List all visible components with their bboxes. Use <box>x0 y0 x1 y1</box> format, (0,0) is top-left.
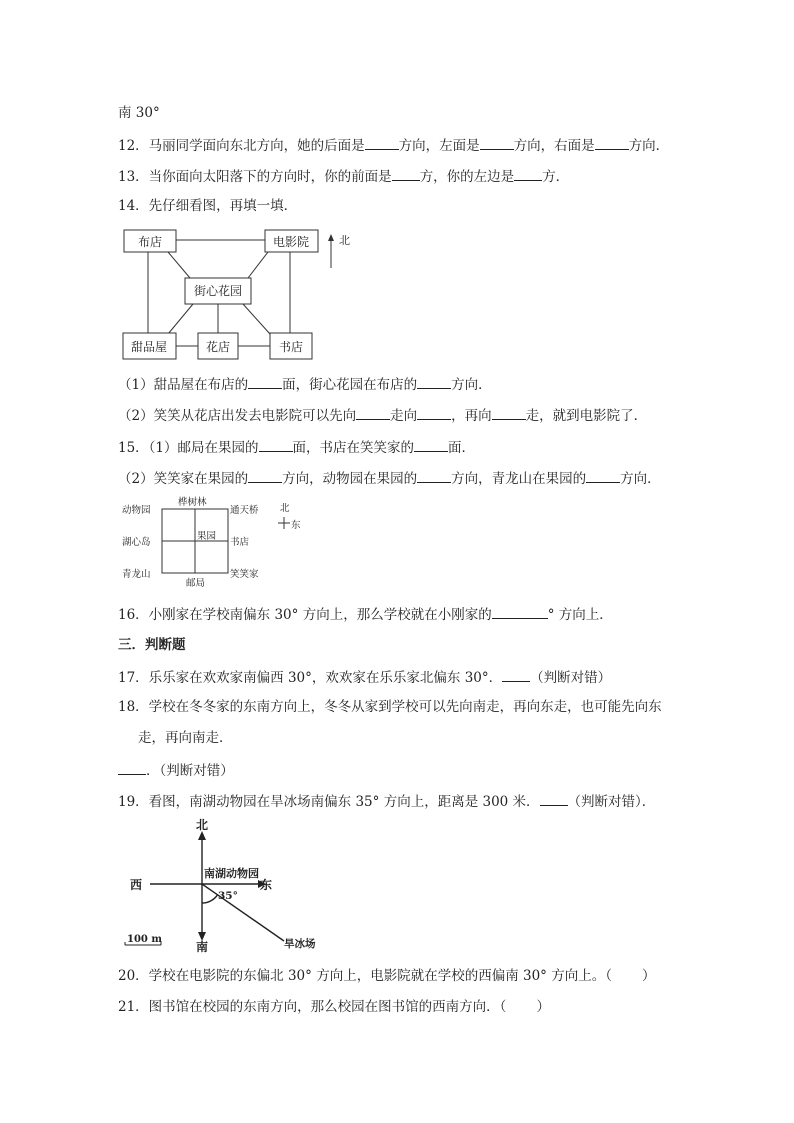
label-zoo: 南湖动物园 <box>204 867 259 880</box>
answer-blank[interactable] <box>356 405 390 420</box>
direction-figure-q19 <box>118 815 348 955</box>
svg-text:100 m: 100 m <box>127 934 162 945</box>
answer-blank[interactable] <box>502 667 530 682</box>
answer-blank[interactable] <box>595 135 629 150</box>
label-garden: 街心花园 <box>193 284 243 298</box>
question-21: 21．图书馆在校园的东南方向，那么校园在图书馆的西南方向．（ ） <box>118 999 550 1015</box>
line-continuation: 南 30° <box>118 105 160 121</box>
question-14: 14．先仔细看图，再填一填． <box>118 198 298 214</box>
section-heading-judgment: 三．判断题 <box>118 637 186 653</box>
answer-blank[interactable] <box>248 468 282 483</box>
label-buzhan: 布店 <box>137 235 163 249</box>
svg-text:北: 北 <box>280 503 290 514</box>
question-14-2: （2）笑笑从花店出发去电影院可以先向 走向 ，再向 走，就到电影院了． <box>118 405 647 425</box>
label-cinema: 电影院 <box>272 235 310 249</box>
question-18: 18．学校在冬冬家的东南方向上，冬冬从家到学校可以先向南走，再向东走，也可能先向东 <box>118 699 662 715</box>
label-qinglong-mountain: 青龙山 <box>122 569 151 580</box>
answer-blank[interactable] <box>492 405 526 420</box>
answer-blank[interactable] <box>259 437 293 452</box>
scale-bar <box>125 934 162 945</box>
map-figure-q14 <box>118 222 358 367</box>
answer-blank[interactable] <box>417 374 451 389</box>
answer-blank[interactable] <box>586 468 620 483</box>
question-15-1: 15．（1）邮局在果园的 面，书店在笑笑家的 面． <box>118 437 475 457</box>
label-zoo: 动物园 <box>122 505 151 516</box>
label-bookstore: 书店 <box>230 537 250 548</box>
label-birch-forest: 桦树林 <box>178 497 207 508</box>
question-18-answer: ．（判断对错） <box>118 760 234 780</box>
answer-blank[interactable] <box>392 166 420 181</box>
grid-map-figure-q15 <box>118 495 308 590</box>
question-14-1: （1）甜品屋在布店的 面，街心花园在布店的 方向． <box>118 374 492 394</box>
label-dessert-shop: 甜品屋 <box>130 340 168 354</box>
answer-blank[interactable] <box>417 405 451 420</box>
question-13: 13．当你面向太阳落下的方向时，你的前面是 方，你的左边是 方． <box>118 166 569 186</box>
label-xiaoxiao-home: 笑笑家 <box>230 569 259 580</box>
label-post-office: 邮局 <box>186 578 206 589</box>
answer-blank[interactable] <box>540 791 568 806</box>
question-18-continued: 走，再向南走． <box>138 730 233 746</box>
north-arrow-icon <box>328 234 350 268</box>
answer-blank[interactable] <box>417 468 451 483</box>
answer-blank[interactable] <box>365 135 399 150</box>
answer-blank[interactable] <box>514 166 542 181</box>
label-tongtian-bridge: 通天桥 <box>230 505 259 516</box>
compass-icon <box>278 502 301 531</box>
question-12: 12．马丽同学面向东北方向，她的后面是 方向，左面是 方向，右面是 方向． <box>118 135 669 155</box>
label-west: 西 <box>130 878 143 892</box>
question-20: 20．学校在电影院的东偏北 30° 方向上，电影院就在学校的西偏南 30° 方向上。（ ） <box>118 968 656 984</box>
svg-text:东: 东 <box>291 520 301 531</box>
label-south: 南 <box>196 940 209 954</box>
answer-blank[interactable] <box>248 374 282 389</box>
label-bookstore: 书店 <box>278 340 304 354</box>
label-angle: 35° <box>218 890 238 902</box>
answer-blank[interactable] <box>480 135 514 150</box>
label-ice-rink: 旱冰场 <box>284 938 316 950</box>
north-arrow-icon <box>198 831 206 840</box>
question-17: 17．乐乐家在欢欢家南偏西 30°，欢欢家在乐乐家北偏东 30°． （判断对错） <box>118 667 611 687</box>
label-flower-shop: 花店 <box>205 340 231 354</box>
question-19: 19．看图，南湖动物园在旱冰场南偏东 35° 方向上，距离是 300 米． （判断对错）． <box>118 791 655 811</box>
question-15-2: （2）笑笑家在果园的 方向，动物园在果园的 方向，青龙山在果园的 方向． <box>118 468 661 488</box>
label-east: 东 <box>260 878 273 892</box>
answer-blank[interactable] <box>492 604 548 619</box>
label-north: 北 <box>196 818 209 832</box>
label-orchard: 果园 <box>197 531 217 542</box>
label-lake-island: 湖心岛 <box>122 537 151 548</box>
svg-text:北: 北 <box>339 234 350 247</box>
answer-blank[interactable] <box>118 760 146 775</box>
answer-blank[interactable] <box>414 437 448 452</box>
question-16: 16．小刚家在学校南偏东 30° 方向上，那么学校就在小刚家的 ° 方向上． <box>118 604 613 624</box>
